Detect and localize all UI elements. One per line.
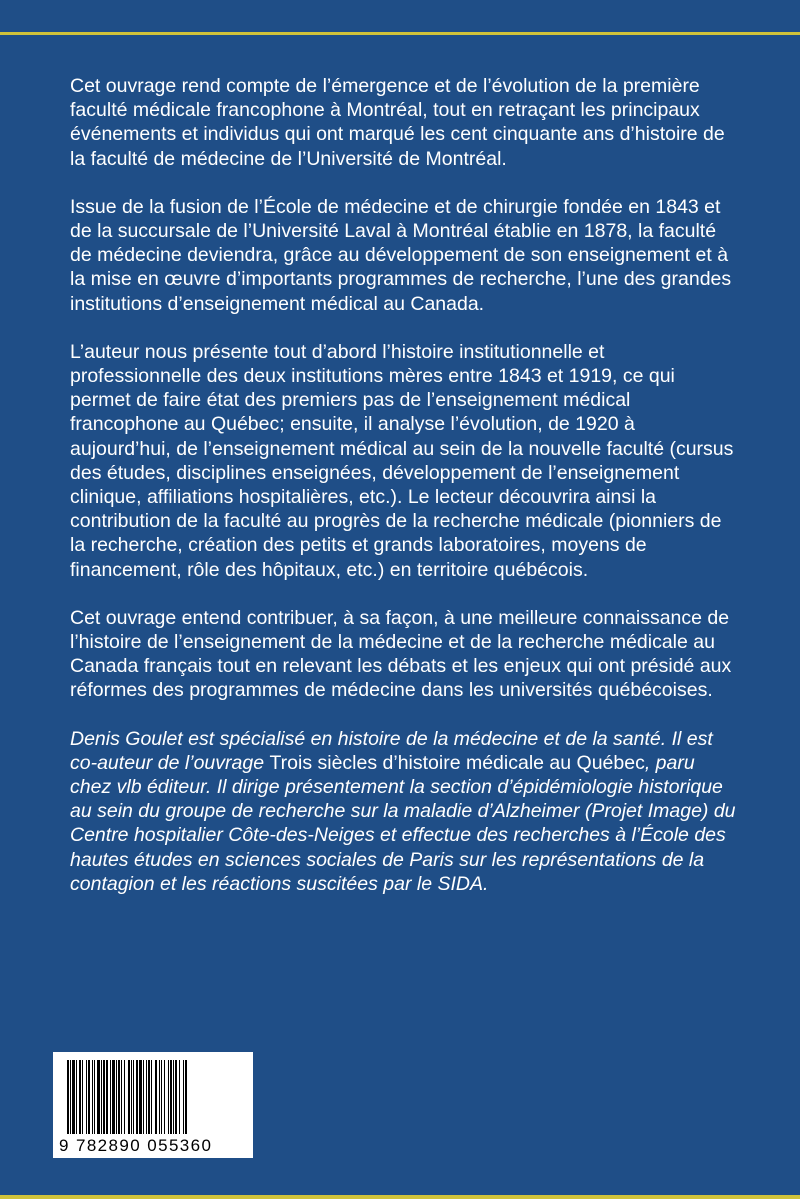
barcode-bar [143, 1060, 144, 1134]
barcode-bar [133, 1060, 134, 1134]
barcode-bar [72, 1060, 75, 1134]
barcode-bar [170, 1060, 172, 1134]
bottom-accent-rule [0, 1195, 800, 1199]
barcode-bars [67, 1060, 239, 1134]
barcode-bar [106, 1060, 108, 1134]
barcode-bar [67, 1060, 69, 1134]
barcode-bar [168, 1060, 169, 1134]
isbn-number: 9 782890 055360 [59, 1136, 213, 1155]
barcode-bar [118, 1060, 120, 1134]
barcode-bar [79, 1060, 81, 1134]
barcode-bar [86, 1060, 87, 1134]
barcode-bar [155, 1060, 157, 1134]
barcode-bar [124, 1060, 125, 1134]
barcode-bar [101, 1060, 102, 1134]
summary-paragraph-1: Cet ouvrage rend compte de l’émergence et de l’évolution de la première faculté médicale francophone à Montréal, tout en retraçant les principaux événements et individus qui ont marqué les cent cinquante ans d’histoire de la faculté de médecine de l’Université de Montréal. [70, 75, 725, 170]
barcode-bar [97, 1060, 100, 1134]
summary-paragraph-4: Cet ouvrage entend contribuer, à sa façon, à une meilleure connaissance de l’histoire de l’enseignement de la médecine et de la recherche médicale au Canada français tout en relevant les débats et les enjeux qui ont présidé aux réformes des programmes de médecine dans les universités québécoises. [70, 606, 732, 702]
barcode-bar [161, 1060, 162, 1134]
barcode-bar [146, 1060, 147, 1134]
author-bio-part-1: Denis Goulet est spécialisé en histoire de la médecine et de la santé. Il est co-auteur de l’ouvrage [70, 727, 713, 774]
barcode-bar [136, 1060, 138, 1134]
barcode-bar [173, 1060, 174, 1134]
barcode-bar [139, 1060, 142, 1134]
barcode-bar [185, 1060, 187, 1134]
barcode-bar [128, 1060, 130, 1134]
barcode-bar [82, 1060, 83, 1134]
author-bio-part-2: , paru chez vlb éditeur. Il dirige présentement la section d’épidémiologie historique au sein du groupe de recherche sur la maladie d’Alzheimer (Projet Image) du Centre hospitalier Côte-des-Neiges et effectue des recherches à l’École des hautes études en sciences sociales de Paris sur les représentations de la contagion et les réactions suscitées par le SIDA. [70, 751, 736, 895]
barcode-bar [175, 1060, 177, 1134]
barcode-bar [164, 1060, 165, 1134]
barcode-bar [151, 1060, 152, 1134]
barcode-bar [148, 1060, 150, 1134]
barcode-bar [159, 1060, 160, 1134]
barcode-bar [121, 1060, 122, 1134]
summary-paragraph-2: Issue de la fusion de l’École de médecine et de chirurgie fondée en 1843 et de la succursale de l’Université Laval à Montréal établie en 1878, la faculté de médecine deviendra, grâce au développement de son enseignement et à la mise en œuvre d’importants programmes de recherche, l’une des grandes institutions d’enseignement médical au Canada. [70, 195, 732, 315]
back-cover-text [70, 74, 736, 920]
barcode-bar [94, 1060, 95, 1134]
barcode-bar [116, 1060, 117, 1134]
barcode-bar [183, 1060, 184, 1134]
isbn-barcode [53, 1052, 253, 1158]
book-title: Trois siècles d’histoire médicale au Québec [269, 751, 645, 774]
summary-paragraph-3: L’auteur nous présente tout d’abord l’histoire institutionnelle et professionnelle des deux institutions mères entre 1843 et 1919, ce qui permet de faire état des premiers pas de l’enseignement médical francophone au Québec; ensuite, il analyse l’évolution, de 1920 à aujourd’hui, de l’enseignement médical au sein de la nouvelle faculté (cursus des études, disciplines enseignées, développement de l’enseignement clinique, affiliations hospitalières, etc.). Le lecteur découvrira ainsi la contribution de la faculté au progrès de la recherche médicale (pionniers de la recherche, création des petits et grands laboratoires, moyens de financement, rôle des hôpitaux, etc.) en territoire québécois. [70, 340, 734, 581]
barcode-bar [103, 1060, 105, 1134]
barcode-bar [92, 1060, 93, 1134]
barcode-bar [112, 1060, 115, 1134]
author-bio [70, 727, 736, 896]
barcode-bar [88, 1060, 90, 1134]
barcode-bar [179, 1060, 180, 1134]
top-accent-rule [0, 32, 800, 35]
barcode-bar [110, 1060, 111, 1134]
barcode-bar [70, 1060, 71, 1134]
barcode-bar [76, 1060, 77, 1134]
barcode-bar [131, 1060, 132, 1134]
